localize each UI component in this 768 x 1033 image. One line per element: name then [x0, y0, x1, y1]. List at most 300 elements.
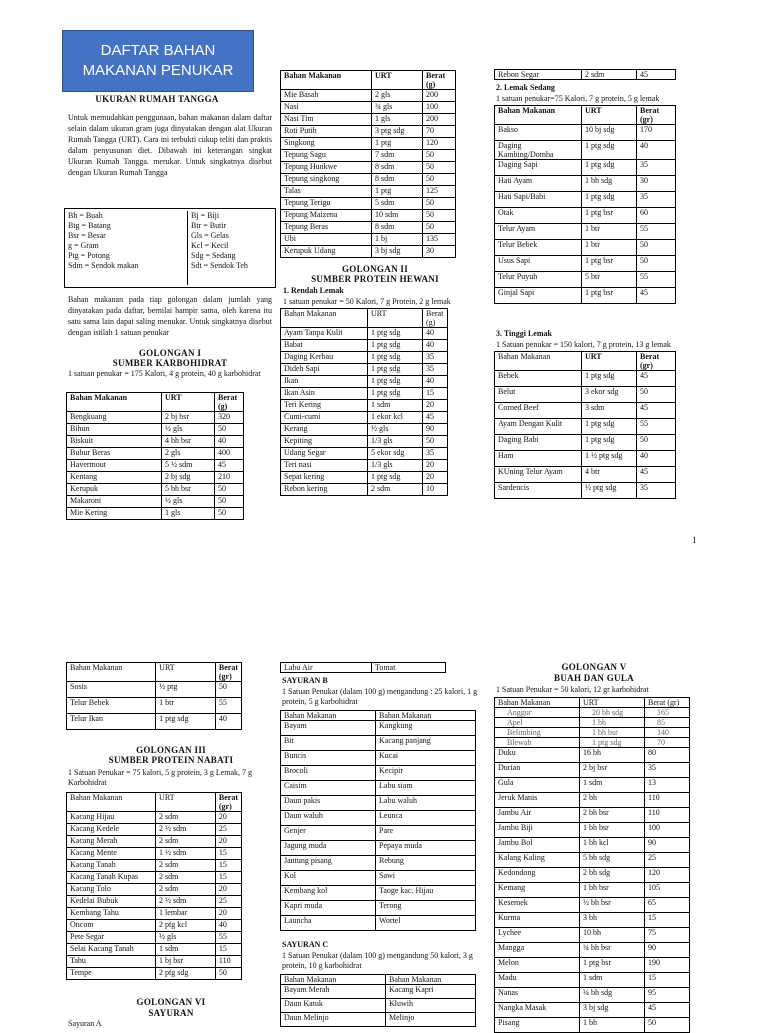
cell: Pete Segar — [67, 932, 156, 944]
cell: Jagung muda — [281, 841, 376, 856]
cell: Havermout — [67, 460, 162, 472]
cell: Usus Sapi — [495, 256, 582, 272]
cell: 30 — [423, 246, 456, 258]
cell: Tomat — [372, 663, 446, 673]
cell: Nasi Tim — [281, 114, 372, 126]
cell: 40 — [423, 328, 448, 340]
cell: 50 — [423, 162, 456, 174]
cell: 1 ptg bsr — [582, 288, 637, 304]
table-header-row — [67, 393, 244, 412]
col-header: URT — [156, 663, 216, 682]
cell: Kangkung — [376, 721, 476, 736]
table-row — [495, 838, 690, 853]
cell: Telur Puyuh — [495, 272, 582, 288]
table-row — [281, 811, 476, 826]
table-row — [281, 916, 476, 931]
cell: 1 ptg bsr — [582, 208, 637, 224]
golongan-6-title: GOLONGAN VI — [136, 997, 206, 1007]
cell: 50 — [423, 174, 456, 186]
cell: 20 — [215, 908, 241, 920]
cell: Daging Sapi — [495, 160, 582, 176]
col-header: Bahan Makanan — [67, 793, 156, 812]
low-fat-note: 1 satuan penukar = 50 Kalori, 7 g Protein, 2 g lemak — [283, 297, 451, 306]
table-row — [281, 460, 448, 472]
cell: KUning Telur Ayam — [495, 467, 582, 483]
sayuran-b-label: SAYURAN B — [282, 676, 328, 685]
cell: Kol — [281, 871, 376, 886]
table-body — [495, 708, 690, 748]
cell: Sepat kering — [281, 472, 368, 484]
cell: 4 bh bsr — [162, 436, 215, 448]
cell: Mangga — [495, 943, 580, 958]
cell: 35 — [637, 192, 676, 208]
mid-fat-note: 1 satuan penukar=75 Kalori, 7 g protein, 5 g lemak — [496, 94, 660, 103]
table-row — [495, 483, 676, 499]
col-header: Bahan Makanan — [67, 663, 156, 682]
cell: 2 sdm — [156, 812, 216, 824]
cell: 2 ½ sdm — [156, 824, 216, 836]
cell: 3 ekor sdg — [582, 387, 637, 403]
table-row — [281, 436, 448, 448]
cell: Kalang Kaling — [495, 853, 580, 868]
abbrev-item: Bsr = Besar — [68, 231, 106, 240]
cell: 13 — [645, 778, 690, 793]
cell: 5 ½ sdm — [162, 460, 215, 472]
col-header: Berat (gr) — [637, 352, 676, 371]
cell: 45 — [637, 70, 676, 80]
cell: Buncis — [281, 751, 376, 766]
golongan-5-subtitle: BUAH DAN GULA — [554, 673, 634, 683]
cell: 50 — [645, 1018, 690, 1033]
table-header-row — [495, 698, 690, 708]
cell: 200 — [423, 90, 456, 102]
cell: Selai Kacang Tanah — [67, 944, 156, 956]
abbreviation-box — [64, 208, 276, 288]
table-row — [67, 920, 242, 932]
table-row — [495, 176, 676, 192]
cell: 10 bh — [580, 928, 645, 943]
cell: 80 — [645, 748, 690, 763]
cell: 10 sdm — [372, 210, 423, 222]
cell: Telur Ayam — [495, 224, 582, 240]
cell: Kacang Tanah Kupas — [67, 872, 156, 884]
cell: Daging Babi — [495, 435, 582, 451]
col-header: Bahan Makanan — [386, 975, 476, 985]
cell: 1 ½ ptg sdg — [582, 451, 637, 467]
table-body — [495, 125, 676, 304]
col-header: Bahan Makanan — [281, 711, 376, 721]
cell: 3 bj sdg — [580, 1003, 645, 1018]
cell: 45 — [215, 460, 244, 472]
cell: 40 — [215, 436, 244, 448]
cell: 50 — [215, 508, 244, 520]
cell: Nangka Masak — [495, 1003, 580, 1018]
cell: 20 — [215, 812, 241, 824]
cell: 2 sdm — [156, 884, 216, 896]
cell: 1 btr — [156, 698, 216, 714]
high-fat-table — [494, 351, 676, 499]
table-row — [495, 793, 690, 808]
table-row — [495, 823, 690, 838]
table-header-row — [281, 309, 448, 328]
table-row — [495, 898, 690, 913]
table-row — [281, 328, 448, 340]
cell: 1 ptg — [372, 186, 423, 198]
abbrev-item: Sdg = Sedang — [191, 251, 236, 260]
cell: Melon — [495, 958, 580, 973]
col-header: Berat (gr) — [637, 106, 676, 125]
cell: 50 — [637, 256, 676, 272]
cell: 55 — [215, 932, 241, 944]
cell: 100 — [645, 823, 690, 838]
cell: 35 — [637, 160, 676, 176]
table-header-row — [495, 106, 676, 125]
table-row — [67, 932, 242, 944]
cell: 45 — [423, 412, 448, 424]
cell: Sardencis — [495, 483, 582, 499]
cell: 1 bh sdg — [582, 176, 637, 192]
table-row — [67, 908, 242, 920]
cell: Tepung Beras — [281, 222, 372, 234]
cell: Kacang panjang — [376, 736, 476, 751]
cell: Kentang — [67, 472, 162, 484]
golongan-1-table — [66, 392, 244, 520]
table-row — [281, 150, 456, 162]
cell: Belimbing — [495, 728, 580, 738]
cell: Babat — [281, 340, 368, 352]
cell: Kedondong — [495, 868, 580, 883]
cell: 1 ptg bsr — [582, 256, 637, 272]
cell: 1 bh bsr — [580, 883, 645, 898]
cell: 1 bh — [580, 718, 645, 728]
table-row — [495, 708, 690, 718]
cell: 90 — [645, 838, 690, 853]
cell: ¾ gls — [372, 102, 423, 114]
cell: 1 ptg sdg — [580, 738, 645, 748]
table-row — [495, 467, 676, 483]
cell: 2 ptg sdg — [156, 968, 216, 980]
abbrev-item: Kcl = Kecil — [191, 241, 229, 250]
cell: Kerang — [281, 424, 368, 436]
cell: Kurma — [495, 913, 580, 928]
cell: Jambu Biji — [495, 823, 580, 838]
cell: Ikan — [281, 376, 368, 388]
cell: ½ ptg sdg — [582, 483, 637, 499]
cell: Jantung pisang — [281, 856, 376, 871]
table-row — [67, 872, 242, 884]
abbrev-item: Bh = Buah — [68, 211, 103, 220]
cell: 1 ptg sdg — [582, 141, 637, 160]
cell: 70 — [645, 738, 690, 748]
cell: 190 — [645, 958, 690, 973]
cell: Telur Bebek — [495, 240, 582, 256]
col-header: Bahan Makanan — [495, 106, 582, 125]
golongan-2-title: GOLONGAN II — [341, 264, 409, 274]
cell: Pisang — [495, 1018, 580, 1033]
table-row — [281, 796, 476, 811]
cell: Kemang — [495, 883, 580, 898]
cell: Tepung Hunkwe — [281, 162, 372, 174]
table-row — [495, 913, 690, 928]
cell: 1 sdm — [580, 778, 645, 793]
table-body — [281, 985, 476, 1027]
cell: Duku — [495, 748, 580, 763]
table-row — [67, 448, 244, 460]
abbrev-item: g = Gram — [68, 241, 99, 250]
table-row — [67, 824, 242, 836]
cell: 1 ptg sdg — [156, 714, 216, 730]
golongan-5-note: 1 Satuan Penukar = 50 kalori, 12 gr karbohidrat — [496, 685, 649, 694]
cell: 1 gls — [162, 508, 215, 520]
table-row — [67, 698, 242, 714]
table-row — [281, 198, 456, 210]
cell: Kacang Merah — [67, 836, 156, 848]
table-row — [281, 174, 456, 186]
cell: 1 ptg sdg — [368, 376, 423, 388]
table-row — [495, 192, 676, 208]
table-row — [281, 472, 448, 484]
table-row — [495, 125, 676, 141]
cell: Udang Segar — [281, 448, 368, 460]
cell: 20 — [423, 472, 448, 484]
cell: 50 — [215, 496, 244, 508]
golongan-1-note: 1 satuan penukar = 175 Kalori, 4 g protein, 40 g karbohidrat — [68, 369, 261, 378]
golongan-5-table — [494, 697, 690, 1033]
cell: 110 — [645, 808, 690, 823]
cell: Dideh Sapi — [281, 364, 368, 376]
col-header: Bahan Makanan — [281, 975, 386, 985]
cell: 55 — [637, 419, 676, 435]
table-row — [495, 868, 690, 883]
table-row — [281, 400, 448, 412]
cell: 65 — [645, 898, 690, 913]
cell: 55 — [215, 698, 241, 714]
cell: Taoge kac. Hijau — [376, 886, 476, 901]
abbrev-item: Btg = Batang — [68, 221, 111, 230]
cell: Kapri muda — [281, 901, 376, 916]
cell: 35 — [637, 483, 676, 499]
cell: Kesemek — [495, 898, 580, 913]
cell: Bihun — [67, 424, 162, 436]
cell: 120 — [423, 138, 456, 150]
table-body — [281, 90, 456, 258]
table-row — [281, 246, 456, 258]
cell: Bubur Beras — [67, 448, 162, 460]
high-fat-label: 3. Tinggi Lemak — [496, 329, 552, 338]
col-header: Berat (gr) — [215, 793, 241, 812]
cell: 95 — [645, 988, 690, 1003]
cell: Mie Basah — [281, 90, 372, 102]
table-row — [495, 435, 676, 451]
cell: 60 — [637, 208, 676, 224]
table-row — [281, 751, 476, 766]
cell: Labu siam — [376, 781, 476, 796]
cell: Nasi — [281, 102, 372, 114]
cell: Tepung Terigu — [281, 198, 372, 210]
cell: 210 — [215, 472, 244, 484]
table-row — [495, 728, 690, 738]
table-row — [281, 126, 456, 138]
cell: ½ gls — [156, 932, 216, 944]
cell: Tepung Sagu — [281, 150, 372, 162]
table-header-row — [67, 793, 242, 812]
table-row — [495, 371, 676, 387]
cell: 20 bh sdg — [580, 708, 645, 718]
cell: 200 — [423, 114, 456, 126]
col-header: Berat (g) — [215, 393, 244, 412]
cell: Nanas — [495, 988, 580, 1003]
cell: 8 sdm — [372, 162, 423, 174]
cell: 50 — [637, 240, 676, 256]
cell: 2 ptg kcl — [156, 920, 216, 932]
table-row — [495, 387, 676, 403]
cell: 2 bh sdg — [580, 868, 645, 883]
cell: 85 — [645, 718, 690, 728]
cell: 1 ptg sdg — [582, 371, 637, 387]
table-row — [67, 884, 242, 896]
cell: Bakso — [495, 125, 582, 141]
cell: 140 — [645, 728, 690, 738]
cell: 75 — [645, 928, 690, 943]
cell: Ikan Asin — [281, 388, 368, 400]
table-row — [67, 860, 242, 872]
col-header: Bahan Makanan — [495, 352, 582, 371]
table-row — [281, 162, 456, 174]
table-row — [495, 738, 690, 748]
cell: Kepiting — [281, 436, 368, 448]
col-header: URT — [368, 309, 423, 328]
table-row — [281, 484, 448, 496]
cell: Rebung — [376, 856, 476, 871]
cell: 1 bh bsr — [580, 728, 645, 738]
table-body — [67, 812, 242, 980]
cell: ½ ptg — [156, 682, 216, 698]
cell: Kedelai Bubuk — [67, 896, 156, 908]
table-row — [281, 388, 448, 400]
table-row — [281, 412, 448, 424]
cell: 20 — [215, 836, 241, 848]
cell: 2 bj sdg — [162, 472, 215, 484]
cell: Biskuit — [67, 436, 162, 448]
cell: 15 — [423, 388, 448, 400]
cell: 35 — [423, 448, 448, 460]
cell: Gula — [495, 778, 580, 793]
cell: 1 btr — [582, 240, 637, 256]
golongan-1-title: GOLONGAN I — [138, 348, 202, 358]
cell: Launcha — [281, 916, 376, 931]
cell: 45 — [637, 288, 676, 304]
table-row — [495, 973, 690, 988]
low-fat-table — [280, 308, 448, 496]
cell: Bengkuang — [67, 412, 162, 424]
cell: 15 — [215, 872, 241, 884]
cell: Mie Kering — [67, 508, 162, 520]
cell: 35 — [423, 364, 448, 376]
cell: ½ gls — [162, 424, 215, 436]
table-row — [495, 1018, 690, 1033]
table-row — [67, 714, 242, 730]
cell: 2 sdm — [156, 872, 216, 884]
cell: Genjer — [281, 826, 376, 841]
cell: Kacang Tolo — [67, 884, 156, 896]
table-header-row — [281, 71, 456, 90]
cell: 2 ½ sdm — [156, 896, 216, 908]
cell: 25 — [215, 824, 241, 836]
cell: 50 — [637, 387, 676, 403]
cell: Kerupuk Udang — [281, 246, 372, 258]
cell: 55 — [637, 224, 676, 240]
table-row — [281, 234, 456, 246]
cell: 400 — [215, 448, 244, 460]
col-header: URT — [372, 71, 423, 90]
rebon-table — [494, 69, 676, 80]
sayuran-c-note: 1 Satuan Penukar (dalam 100 g) mengandung 50 kalori, 3 g protein, 10 g karbohidrat — [282, 951, 473, 970]
cell: 2 bh bsr — [580, 808, 645, 823]
table-row — [281, 210, 456, 222]
golongan-3-subtitle: SUMBER PROTEIN NABATI — [108, 755, 234, 765]
cell: 50 — [215, 484, 244, 496]
table-row — [67, 956, 242, 968]
table-row — [495, 718, 690, 728]
cell: 1 sdm — [580, 973, 645, 988]
cell: 1 lembar — [156, 908, 216, 920]
cell: 165 — [645, 708, 690, 718]
cell: 40 — [215, 920, 241, 932]
table-row — [495, 808, 690, 823]
table-row — [67, 896, 242, 908]
golongan-3-table — [66, 792, 242, 980]
table-row — [495, 943, 690, 958]
table-row — [281, 721, 476, 736]
cell: Ham — [495, 451, 582, 467]
table-row — [495, 778, 690, 793]
cell: 1 bh — [580, 1018, 645, 1033]
cell: 20 — [215, 884, 241, 896]
cell: 1 ptg sdg — [582, 160, 637, 176]
table-row — [281, 826, 476, 841]
cell: 2 sdm — [156, 860, 216, 872]
cell: 1 bj bsr — [156, 956, 216, 968]
table-row — [67, 460, 244, 472]
abbrev-item: Ptg = Potong — [68, 251, 110, 260]
cell: 45 — [645, 1003, 690, 1018]
cell: Makaroni — [67, 496, 162, 508]
cell: Corned Beef — [495, 403, 582, 419]
sayuran-b-note: 1 Satuan Penukar (dalam 100 g) mengandung : 25 kalori, 1 g protein, 5 g karbohidrat — [282, 687, 478, 706]
cell: 1 bj — [372, 234, 423, 246]
cell: 15 — [215, 860, 241, 872]
abbrev-item: Sdt = Sendok Teh — [191, 261, 248, 270]
cell: 120 — [645, 868, 690, 883]
cell: 1 ptg sdg — [582, 435, 637, 451]
table-row — [281, 999, 476, 1013]
cell: ½ gls — [162, 496, 215, 508]
table-row — [281, 102, 456, 114]
cell: 30 — [637, 176, 676, 192]
cell: Caisim — [281, 781, 376, 796]
cell: Labu waluh — [376, 796, 476, 811]
cell: Rebon kering — [281, 484, 368, 496]
cell: 135 — [423, 234, 456, 246]
cell: 5 btr — [582, 272, 637, 288]
cell: 20 — [423, 400, 448, 412]
cell: 2 bj bsr — [580, 763, 645, 778]
golongan-1-subtitle: SUMBER KARBOHIDRAT — [112, 358, 228, 368]
cell: Teri Kering — [281, 400, 368, 412]
cell: 4 btr — [582, 467, 637, 483]
table-row — [495, 70, 676, 80]
table-header-row — [281, 975, 476, 985]
